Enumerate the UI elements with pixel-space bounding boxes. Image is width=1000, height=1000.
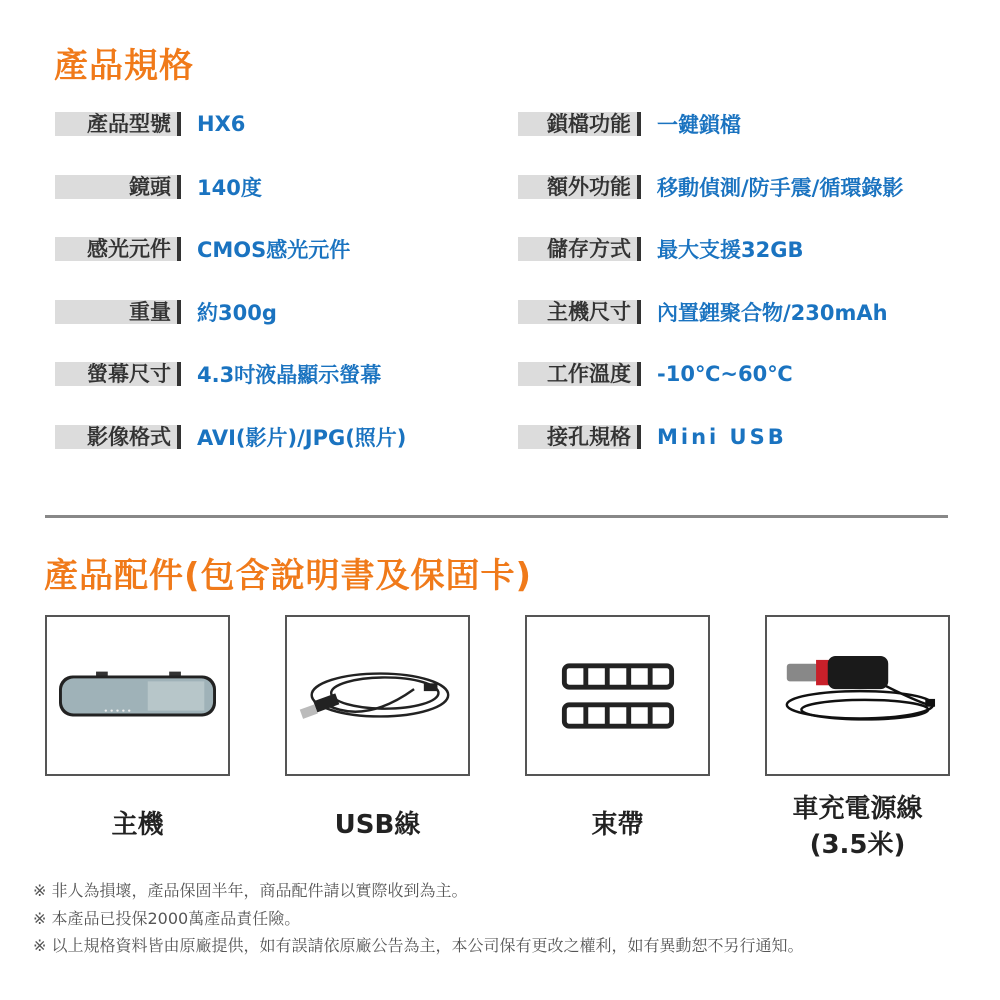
separator: [637, 112, 641, 136]
spec-row: [55, 236, 350, 262]
spec-label: 鏡頭: [55, 175, 177, 199]
spec-row: [518, 236, 803, 262]
spec-row: [55, 424, 406, 450]
accessory-caption-sub: (3.5米): [809, 830, 906, 860]
separator: [177, 300, 181, 324]
spec-value: 一鍵鎖檔: [657, 113, 741, 137]
accessory-image-usb-cable: [285, 615, 470, 776]
spec-label: 影像格式: [55, 425, 177, 449]
spec-value: 約300g: [197, 301, 277, 325]
spec-value: HX6: [197, 112, 246, 136]
spec-label: 工作溫度: [518, 362, 637, 386]
spec-value: 140度: [197, 176, 262, 200]
spec-value: 最大支援32GB: [657, 238, 804, 262]
spec-value: 內置鋰聚合物/230mAh: [657, 301, 888, 325]
accessory-image-cable-ties: [525, 615, 710, 776]
separator: [637, 237, 641, 261]
spec-value: 移動偵測/防手震/循環錄影: [657, 176, 904, 200]
separator: [177, 425, 181, 449]
accessory-caption: 束帶: [591, 810, 644, 840]
separator: [637, 175, 641, 199]
spec-label: 感光元件: [55, 237, 177, 261]
spec-row: [518, 299, 888, 325]
spec-row: [55, 361, 381, 387]
spec-label: 重量: [55, 300, 177, 324]
spec-label: 螢幕尺寸: [55, 362, 177, 386]
spec-value: -10℃~60℃: [657, 362, 793, 386]
spec-value: CMOS感光元件: [197, 238, 351, 262]
separator: [637, 425, 641, 449]
accessory-image-main-unit: [45, 615, 230, 776]
spec-label: 主機尺寸: [518, 300, 637, 324]
spec-value: 4.3吋液晶顯示螢幕: [197, 363, 382, 387]
spec-row: [55, 299, 277, 325]
separator: [637, 362, 641, 386]
spec-row: [518, 111, 741, 137]
separator: [177, 175, 181, 199]
accessory-caption: 車充電源線: [792, 794, 923, 824]
note: ※ 本產品已投保2000萬產品責任險。: [33, 909, 301, 928]
spec-label: 接孔規格: [518, 425, 637, 449]
spec-row: [55, 174, 262, 200]
separator: [177, 362, 181, 386]
accessory-caption: 主機: [111, 810, 164, 840]
accessory-image-car-charger: [765, 615, 950, 776]
spec-row: [518, 174, 903, 200]
spec-label: 儲存方式: [518, 237, 637, 261]
separator: [177, 237, 181, 261]
note: ※ 以上規格資料皆由原廠提供，如有誤請依原廠公告為主，本公司保有更改之權利，如有異動恕不另行通知。: [33, 936, 804, 955]
spec-label: 產品型號: [55, 112, 177, 136]
spec-label: 額外功能: [518, 175, 637, 199]
accessories-title: 產品配件(包含說明書及保固卡): [44, 556, 533, 596]
note: ※ 非人為損壞，產品保固半年，商品配件請以實際收到為主。: [33, 881, 468, 900]
accessory-caption: USB線: [334, 810, 421, 840]
spec-row: [518, 424, 787, 450]
spec-value: AVI(影片)/JPG(照片): [197, 426, 407, 450]
separator: [177, 112, 181, 136]
spec-label: 鎖檔功能: [518, 112, 637, 136]
spec-value: Mini USB: [657, 425, 787, 449]
spec-row: [518, 361, 793, 387]
section-divider: [45, 515, 948, 518]
separator: [637, 300, 641, 324]
spec-title: 產品規格: [54, 46, 194, 86]
spec-row: [55, 111, 245, 137]
